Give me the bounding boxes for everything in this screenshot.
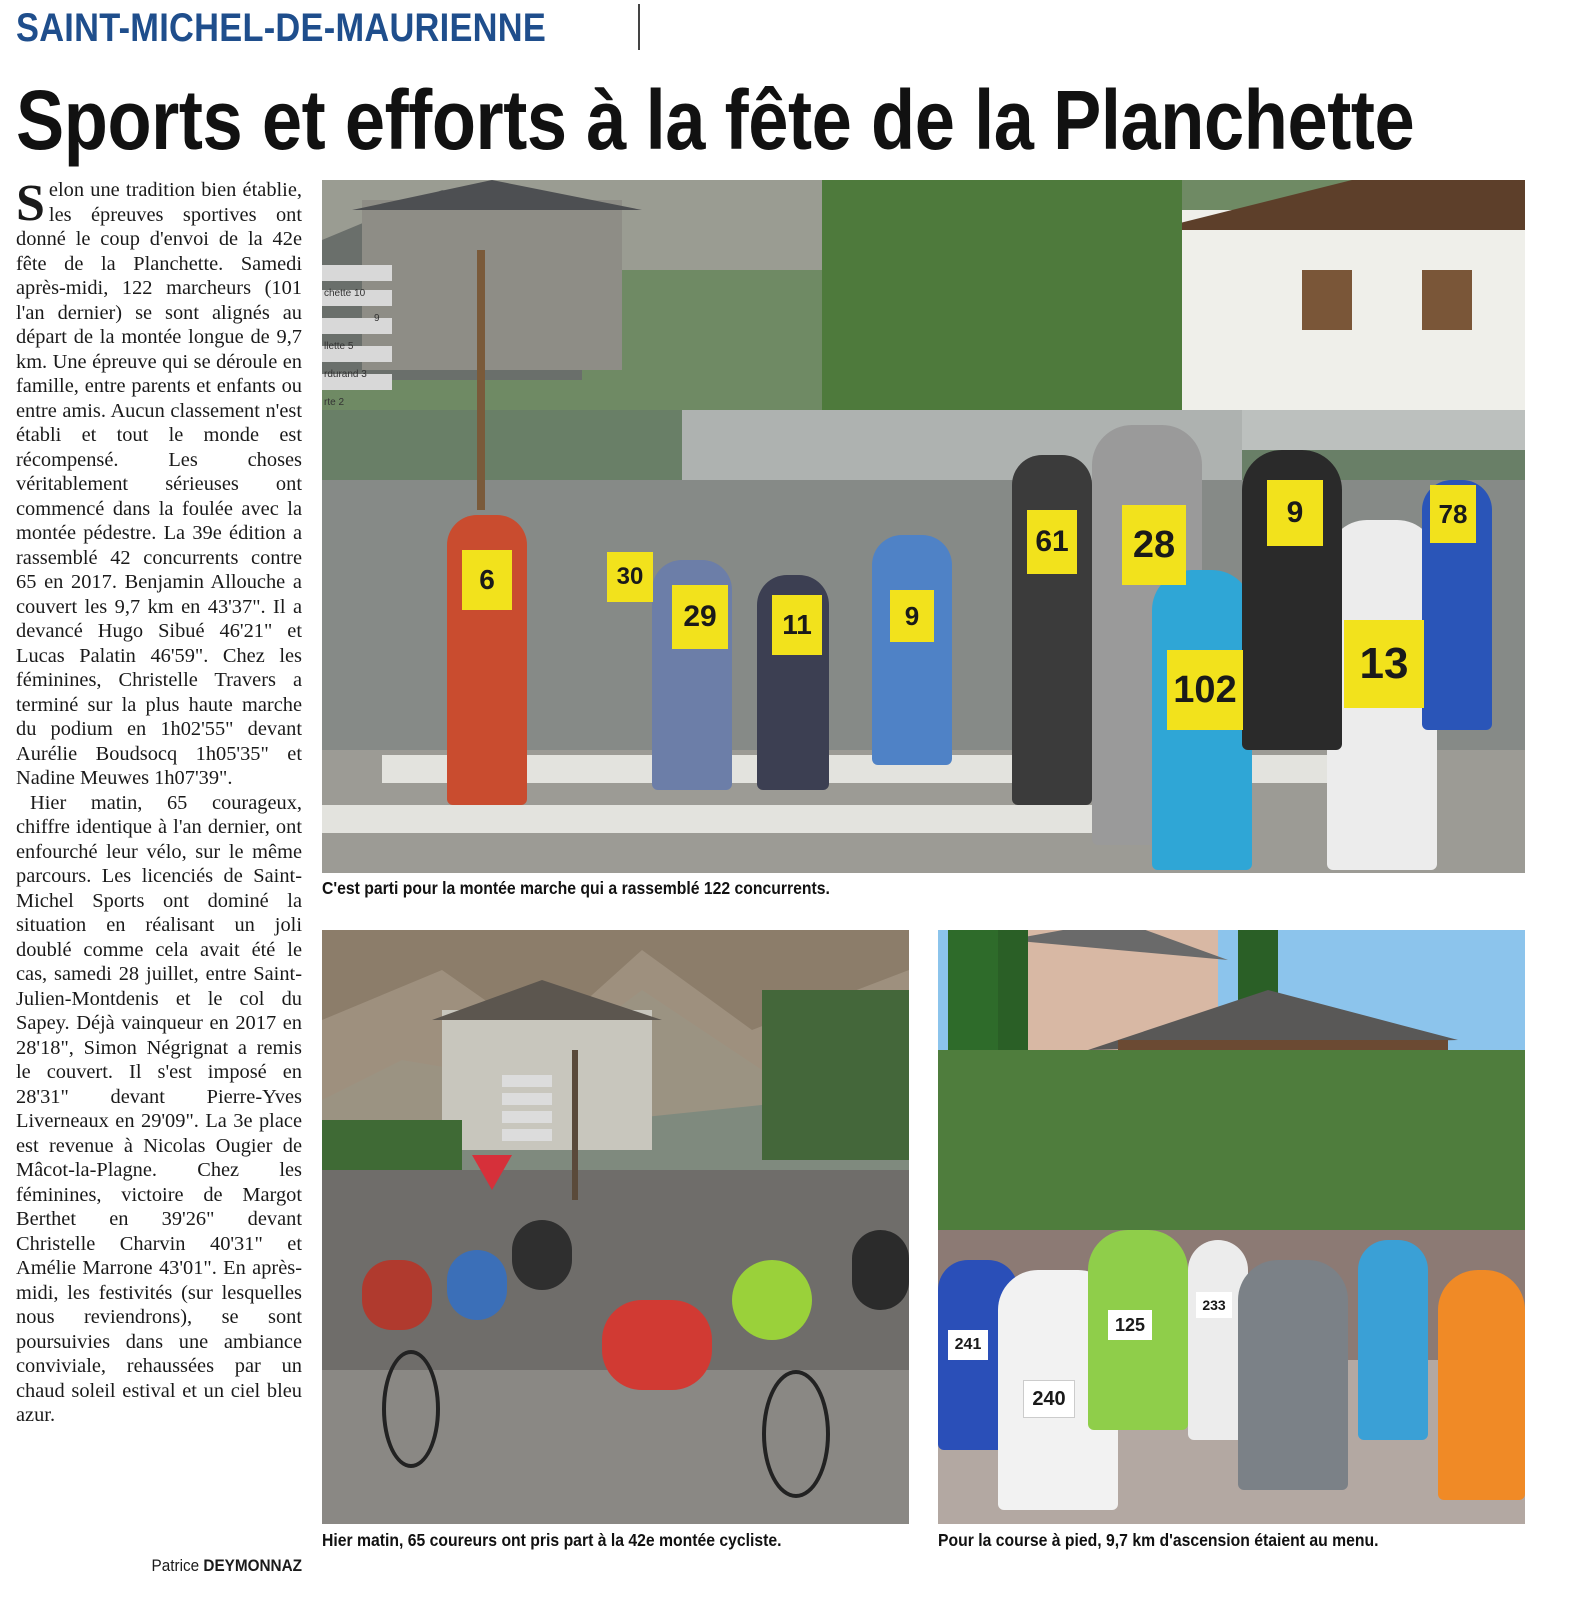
rubric-divider [638,4,640,50]
cyclist [512,1220,572,1290]
photo-cycling-caption: Hier matin, 65 coureurs ont pris part à la 42e montée cycliste. [322,1530,782,1550]
walk-sign-1: chette 10 [324,288,366,299]
runner [1438,1270,1525,1500]
bib: 6 [462,550,512,610]
bib: 233 [1196,1292,1232,1318]
cyclist [362,1260,432,1330]
bib: 9 [1267,480,1323,546]
bib: 61 [1027,510,1077,574]
walk-sign-5: rte 2 [324,397,345,408]
bike-wheel [762,1370,830,1498]
bib: 241 [948,1330,988,1360]
bib: 78 [1430,485,1476,543]
photo-running-caption: Pour la course à pied, 9,7 km d'ascension étaient au menu. [938,1530,1379,1550]
cyclist [852,1230,909,1310]
walk-sign-3: llette 5 [324,341,354,352]
photo-walk-caption: C'est parti pour la montée marche qui a rassemblé 122 concurrents. [322,878,830,898]
paragraph-1-text: elon une tradition bien établie, les épreuves sportives ont donné le coup d'envoi de la 42e fête de la Planchette. Samedi après-midi, 122 marcheurs (101 l'an dernier) se sont alignés au départ de la montée longue de 9,7 km. Une épreuve qui se déroule en famille, entre parents et enfants ou entre amis. Aucun classement n'est établi et tout le monde est récompensé. Les choses véritablement sérieuses ont commencé dans la foulée avec la montée pédestre. La 39e édition a rassemblé 42 concurrents contre 65 en 2017. Benjamin Allouche a couvert les 9,7 km en 43'37". Il a devancé Hugo Sibué 46'21" et Lucas Palatin 46'59". Chez les féminines, Christelle Travers a terminé sur la plus haute marche du podium en 1h02'55" devant Aurélie Boudsocq 1h05'35" et Nadine Meuwes 1h07'39". [16,179,302,789]
article-body [16,175,302,1428]
walker [872,535,952,765]
runner [1358,1240,1428,1440]
photo-cycling [322,930,909,1524]
author-signature [45,1556,302,1576]
paragraph-1 [16,175,302,791]
bib: 28 [1122,505,1186,585]
cyclist [732,1260,812,1340]
cyclist [602,1300,712,1390]
walk-sign-2: 9 [374,313,380,324]
photo-running [938,930,1525,1524]
dropcap: S [16,175,45,232]
walker [1012,455,1092,805]
runner [1238,1260,1348,1490]
bib: 11 [772,595,822,655]
headline: Sports et efforts à la fête de la Planchette [16,73,1415,167]
cyclist [447,1250,507,1320]
bib: 30 [607,552,653,602]
walk-sign-4: rdurand 3 [324,369,367,380]
bib: 13 [1344,620,1424,708]
author-last-name: DEYMONNAZ [203,1556,302,1575]
bib: 125 [1108,1310,1152,1340]
author-first-name: Patrice [151,1556,200,1575]
bib: 9 [890,590,934,642]
photo-walk [322,180,1525,873]
bib: 102 [1167,650,1243,730]
bib: 29 [672,585,728,649]
bike-wheel [382,1350,440,1468]
bib: 240 [1023,1380,1075,1418]
paragraph-2: Hier matin, 65 courageux, chiffre identique à l'an dernier, ont enfourché leur vélo, sur le même parcours. Les licenciés de Saint-Michel Sports ont dominé la situation en réalisant un joli doublé comme cela avait été le cas, samedi 28 juillet, entre Saint-Julien-Montdenis et le col du Sapey. Déjà vainqueur en 2017 en 28'18", Simon Négrignat a remis le couvert. Il s'est imposé en 28'31" devant Pierre-Yves Liverneaux en 29'09". La 3e place est revenue à Nicolas Ougier de Mâcot-la-Plagne. Chez les féminines, victoire de Margot Berthet en 39'26" devant Christelle Charvin 40'31" et Amélie Marrone 43'01". En après-midi, les festivités (sur lesquelles nous reviendrons), se sont poursuivies dans une ambiance conviviale, rehaussées par un chaud soleil estival et un ciel bleu azur. [16,791,302,1426]
rubric-title: SAINT-MICHEL-DE-MAURIENNE [16,6,547,50]
